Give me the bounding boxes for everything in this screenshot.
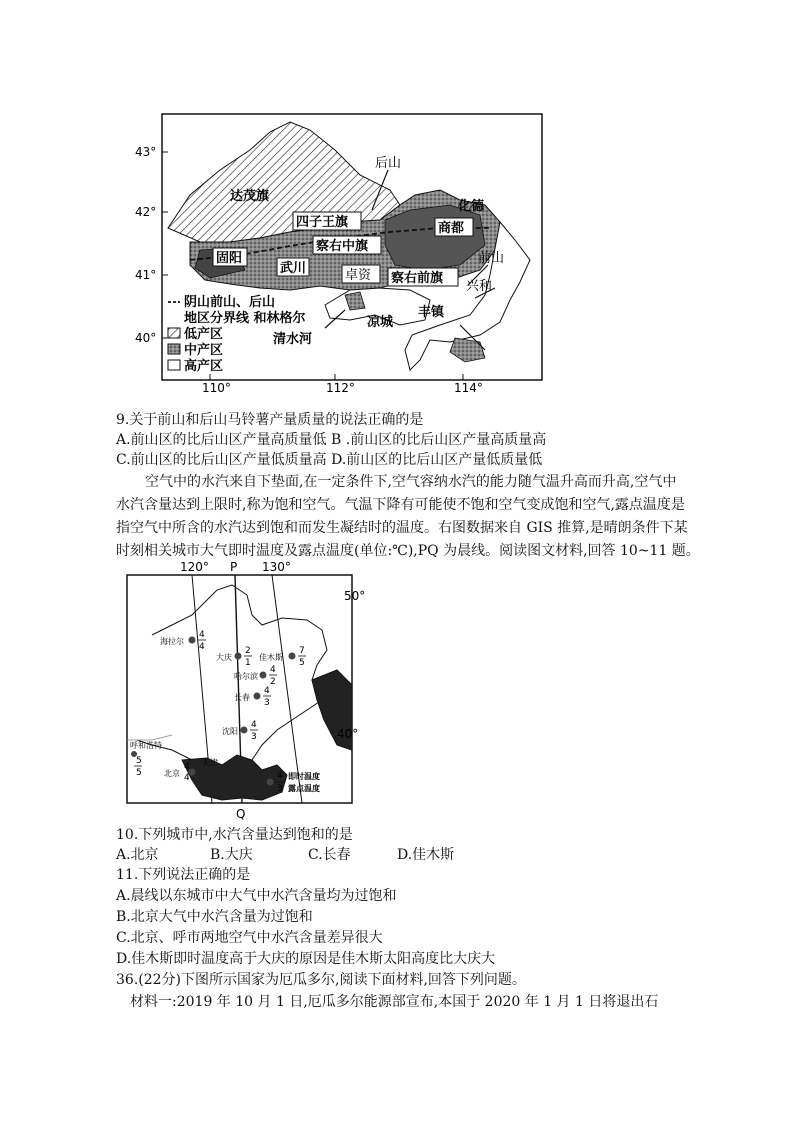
svg-text:3: 3 <box>251 732 257 742</box>
potato-yield-map-svg <box>135 110 550 395</box>
svg-text:4: 4 <box>251 720 257 730</box>
q10-stem: 10.下列城市中,水汽含量达到饱和的是 <box>116 827 353 843</box>
place-houshan: 后山 <box>375 156 402 171</box>
svg-text:3: 3 <box>264 698 270 708</box>
legend-boundary-line1: 阴山前山、后山 <box>184 295 276 310</box>
q10-option-c: C.长春 <box>308 847 351 863</box>
q11-option-a: A.晨线以东城市中大气中水汽含量均为过饱和 <box>116 888 397 904</box>
passage-line-4: 时刻相关城市大气即时温度及露点温度(单位:℃),PQ 为晨线。阅读图文材料,回答 10~11 题。 <box>116 543 700 559</box>
place-huade: 化德 <box>458 199 485 214</box>
q10-option-d: D.佳木斯 <box>397 847 455 863</box>
q11-stem: 11.下列说法正确的是 <box>116 867 251 883</box>
q10-option-b: B.大庆 <box>210 847 253 863</box>
lat-label-41: 41° <box>135 268 157 282</box>
legend-boundary-line2: 地区分界线 和林格尔 <box>184 311 306 326</box>
lat-label-50: 50° <box>344 589 366 603</box>
svg-text:天津: 天津 <box>202 758 218 767</box>
q9-stem: 9.关于前山和后山马铃薯产量质量的说法正确的是 <box>116 412 424 428</box>
svg-text:4: 4 <box>184 773 190 783</box>
svg-text:4: 4 <box>199 642 205 652</box>
place-wuchuan: 武川 <box>280 261 307 276</box>
svg-text:即时温度: 即时温度 <box>288 772 320 781</box>
svg-text:2: 2 <box>245 646 251 656</box>
lat-label-40: 40° <box>135 331 157 345</box>
city-tianjin <box>202 757 218 767</box>
lat-label-43: 43° <box>135 145 157 159</box>
q9-options-line1: A.前山区的比后山区产量高质量低 B .前山区的比后山区产量高质量高 <box>116 432 547 448</box>
svg-text:1: 1 <box>245 658 251 668</box>
lon-label-120: 120° <box>180 560 209 574</box>
lat-label-42: 42° <box>135 205 157 219</box>
svg-text:长春: 长春 <box>234 693 250 702</box>
place-zhuozi: 卓资 <box>345 268 372 283</box>
legend-mid: 中产区 <box>184 343 224 358</box>
place-xinghe: 兴和 <box>466 279 493 294</box>
svg-text:沈阳: 沈阳 <box>222 727 238 736</box>
svg-text:哈尔滨: 哈尔滨 <box>234 672 258 681</box>
q9-options-line2: C.前山区的比后山区产量低质量高 D.前山区的比后山区产量低质量低 <box>116 452 543 468</box>
label-Q: Q <box>236 807 246 821</box>
place-qingshuihe: 清水河 <box>273 332 313 347</box>
q11-option-c: C.北京、呼市两地空气中水汽含量差异很大 <box>116 930 383 946</box>
passage-line-2: 水汽含量达到上限时,称为饱和空气。气温下降有可能使不饱和空气变成饱和空气,露点温度是 <box>116 497 685 513</box>
lon-label-110: 110° <box>202 381 231 395</box>
q11-option-d: D.佳木斯即时温度高于大庆的原因是佳木斯太阳高度比大庆大 <box>116 951 496 967</box>
q36-stem: 36.(22分)下图所示国家为厄瓜多尔,阅读下面材料,回答下列问题。 <box>116 972 526 988</box>
passage-line-3: 指空气中所含的水汽达到饱和而发生凝结时的温度。右图数据来自 GIS 推算,是晴朗条件下某 <box>116 520 688 536</box>
svg-text:5: 5 <box>136 756 142 766</box>
svg-text:佳木斯: 佳木斯 <box>259 653 283 662</box>
svg-text:4: 4 <box>270 665 276 675</box>
svg-text:大庆: 大庆 <box>216 653 232 662</box>
lon-label-112: 112° <box>326 381 355 395</box>
svg-text:4: 4 <box>277 771 283 781</box>
place-damaoqi: 达茂旗 <box>230 189 270 204</box>
place-chayouzhongqi: 察右中旗 <box>316 239 369 254</box>
svg-text:呼和浩特: 呼和浩特 <box>130 741 162 750</box>
svg-text:北京: 北京 <box>164 769 180 778</box>
svg-text:5: 5 <box>299 658 305 668</box>
lon-label-130: 130° <box>262 560 291 574</box>
q11-option-b: B.北京大气中水汽含量为过饱和 <box>116 909 313 925</box>
legend-low: 低产区 <box>184 327 224 342</box>
lat-label-40: 40° <box>337 727 359 741</box>
q36-material-1: 材料一:2019 年 10 月 1 日,厄瓜多尔能源部宣布,本国于 2020 年 1 月 1 日将退出石 <box>130 994 659 1010</box>
svg-text:7: 7 <box>299 646 305 656</box>
place-shangdu: 商都 <box>438 221 465 236</box>
label-P: P <box>230 560 238 574</box>
svg-text:海拉尔: 海拉尔 <box>160 637 184 646</box>
place-qianshan: 前山 <box>478 251 505 266</box>
svg-text:4: 4 <box>264 686 270 696</box>
place-chayouqianqi: 察右前旗 <box>391 271 444 286</box>
place-siziwangqi: 四子王旗 <box>296 215 349 230</box>
q10-option-a: A.北京 <box>116 847 159 863</box>
svg-text:4: 4 <box>184 762 190 772</box>
svg-text:3: 3 <box>277 784 283 794</box>
svg-text:5: 5 <box>136 768 142 778</box>
legend-high: 高产区 <box>184 359 224 374</box>
svg-text:4: 4 <box>199 630 205 640</box>
svg-text:露点温度: 露点温度 <box>288 784 320 793</box>
place-fengzhen: 丰镇 <box>418 305 445 320</box>
temperature-dewpoint-map <box>112 560 372 822</box>
lon-label-114: 114° <box>454 381 483 395</box>
svg-text:2: 2 <box>270 677 276 687</box>
place-guyang: 固阳 <box>216 251 243 266</box>
potato-yield-map <box>135 110 550 395</box>
place-liangcheng: 凉城 <box>367 315 394 330</box>
temperature-dewpoint-map-svg <box>112 560 372 822</box>
passage-line-1: 空气中的水汽来自下垫面,在一定条件下,空气容纳水汽的能力随气温升高而升高,空气中 <box>145 474 677 490</box>
